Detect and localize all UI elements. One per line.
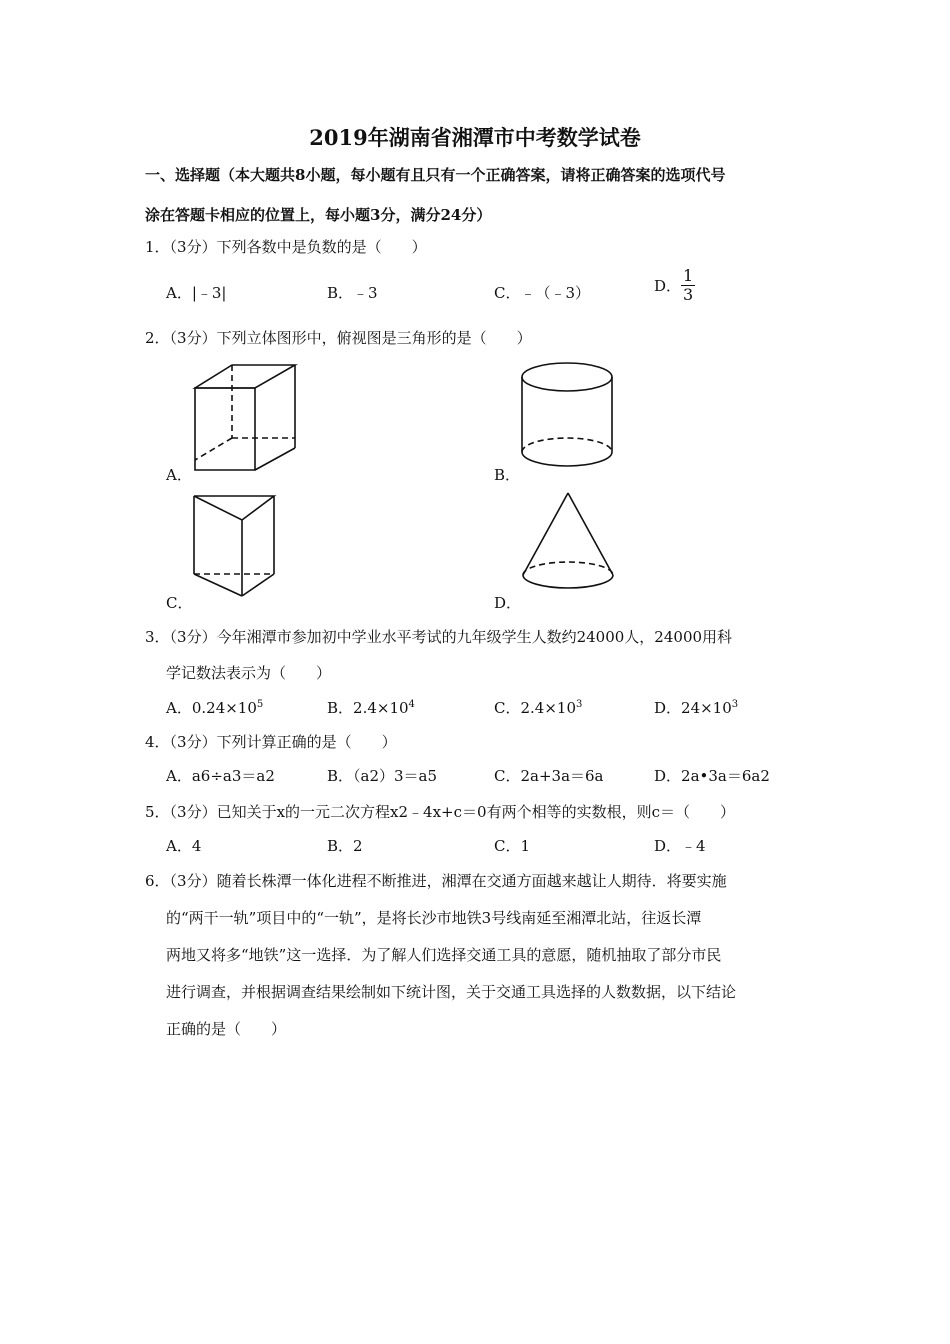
section-heading-line1: 一、选择题（本大题共8小题，每小题有且只有一个正确答案，请将正确答案的选项代号 (145, 166, 726, 184)
fraction-denominator: 3 (683, 285, 694, 304)
q3-option-a (166, 697, 263, 718)
section-heading-line2: 涂在答题卡相应的位置上，每小题3分，满分24分） (145, 206, 492, 224)
q1-option-a: A．|﹣3| (166, 284, 227, 302)
q3-option-c-base: C．2.4×10 (494, 699, 576, 717)
q5-option-d: D．﹣4 (654, 837, 706, 855)
page-title: 2019年湖南省湘潭市中考数学试卷 (309, 125, 641, 150)
q3-option-a-base: A．0.24×10 (166, 699, 257, 717)
q2-option-d: D． (494, 594, 522, 612)
fraction-numerator: 1 (683, 266, 694, 285)
q1-option-c: C．﹣（﹣3） (494, 284, 591, 302)
q5-option-b: B．2 (327, 837, 363, 855)
cube-icon (190, 360, 300, 478)
q4-option-a: A．a6÷a3＝a2 (166, 767, 275, 785)
q1-option-d (654, 268, 695, 303)
q2-option-c: C． (166, 594, 193, 612)
q3-option-d (654, 697, 738, 718)
question-6-line5: 正确的是（ ） (166, 1020, 287, 1038)
q3-option-c (494, 697, 582, 718)
triangular-prism-icon (190, 492, 282, 602)
cone-icon (520, 490, 620, 598)
question-6-line3: 两地又将多“地铁”这一选择．为了解人们选择交通工具的意愿，随机抽取了部分市民 (166, 946, 722, 964)
q1-option-d-label: D． (654, 277, 682, 295)
q3-option-b (327, 697, 415, 718)
question-5-stem: 5．（3分）已知关于x的一元二次方程x2﹣4x+c＝0有两个相等的实数根，则c＝（ ） (145, 803, 735, 821)
q5-option-a: A．4 (166, 837, 202, 855)
q4-option-b: B．（a2）3＝a5 (327, 767, 438, 785)
question-3-stem-line2: 学记数法表示为（ ） (166, 664, 332, 682)
q1-option-b: B．﹣3 (327, 284, 378, 302)
question-6-line4: 进行调查，并根据调查结果绘制如下统计图，关于交通工具选择的人数数据，以下结论 (166, 983, 737, 1001)
q3-option-d-exponent: 3 (731, 699, 739, 710)
cylinder-icon (520, 360, 616, 470)
q3-option-c-exponent: 3 (576, 699, 583, 710)
q4-option-c: C．2a+3a＝6a (494, 767, 604, 785)
question-1-stem: 1．（3分）下列各数中是负数的是（ ） (145, 238, 427, 256)
q3-option-b-exponent: 4 (408, 699, 415, 710)
question-3-stem-line1: 3．（3分）今年湘潭市参加初中学业水平考试的九年级学生人数约24000人，24000用科 (145, 628, 733, 646)
q5-option-c: C．1 (494, 837, 531, 855)
fraction-one-third (681, 268, 695, 303)
question-6-line1: 6．（3分）随着长株潭一体化进程不断推进，湘潭在交通方面越来越让人期待．将要实施 (145, 872, 727, 890)
question-4-stem: 4．（3分）下列计算正确的是（ ） (145, 733, 397, 751)
q3-option-b-base: B．2.4×10 (327, 699, 409, 717)
question-2-stem: 2．（3分）下列立体图形中，俯视图是三角形的是（ ） (145, 329, 532, 347)
q3-option-a-exponent: 5 (256, 699, 264, 710)
q2-option-a: A． (166, 466, 192, 484)
q3-option-d-base: D．24×10 (654, 699, 732, 717)
q4-option-d: D．2a•3a＝6a2 (654, 767, 770, 785)
q2-option-b: B． (494, 466, 521, 484)
question-6-line2: 的“两干一轨”项目中的“一轨”，是将长沙市地铁3号线南延至湘潭北站，往返长潭 (166, 909, 702, 927)
